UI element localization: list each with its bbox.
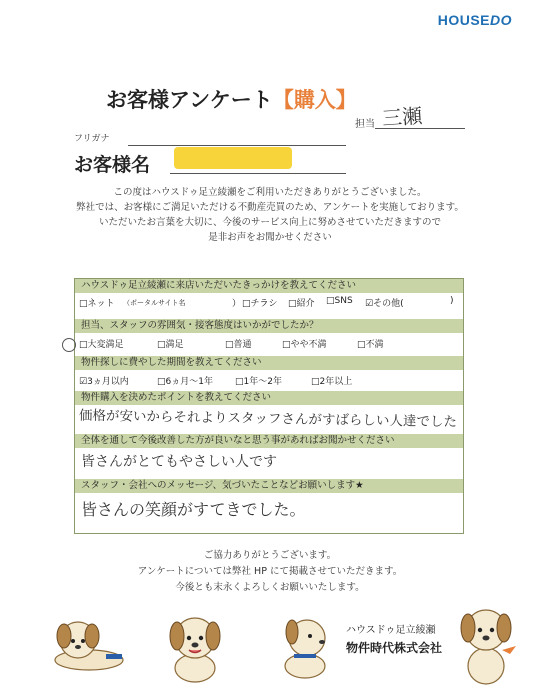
staff-underline <box>375 128 465 129</box>
furigana-label: フリガナ <box>74 134 110 144</box>
q3-option: □1年〜2年 <box>235 377 282 387</box>
questionnaire-table <box>74 278 464 534</box>
dog-mascot-standing-icon <box>450 598 522 690</box>
closing-line: アンケートについては弊社 HP にて掲載させていただきます。 <box>137 566 403 577</box>
q6-header: スタッフ・会社へのメッセージ、気づいたことなどお願いします★ <box>75 479 463 493</box>
q1-option-other: ☑その他( <box>365 299 404 309</box>
dog-mascot-side-icon <box>272 610 338 682</box>
closing-text <box>60 548 480 596</box>
closing-line: 今後とも末永くよろしくお願いいたします。 <box>175 582 365 593</box>
q1-header: ハウスドゥ足立綾瀬に来店いただいたきっかけを教えてください <box>75 279 463 293</box>
company-block <box>346 621 442 656</box>
survey-title <box>106 84 357 114</box>
customer-name-label: お客様名 <box>74 154 151 176</box>
staff-label: 担当 <box>355 119 375 130</box>
company-branch: ハウスドゥ足立綾瀬 <box>346 625 436 636</box>
q1-option-flyer: □チラシ <box>242 299 278 309</box>
q2-option: □不満 <box>357 340 384 350</box>
intro-line: この度はハウスドゥ足立綾瀬をご利用いただきありがとうございました。 <box>113 187 427 198</box>
intro-line: 弊社では、お客様にご満足いただける不動産売買のため、アンケートを実施しております。 <box>76 202 464 213</box>
q1-option-sns: □SNS <box>326 296 353 306</box>
q3-option: ☑3ヵ月以内 <box>79 377 129 387</box>
furigana-underline <box>128 145 346 146</box>
housedo-logo: HOUSEDO <box>437 12 512 28</box>
company-name: 物件時代株式会社 <box>346 641 443 655</box>
q3-options <box>75 374 463 388</box>
intro-line: いただいたお言葉を大切に、今後のサービス向上に努めさせていただきますので <box>98 217 441 228</box>
survey-title-main: お客様アンケート <box>106 88 273 112</box>
closing-line: ご協力ありがとうございます。 <box>203 550 337 561</box>
q1-option-intro: □紹介 <box>288 299 315 309</box>
q2-header: 担当、スタッフの雰囲気・接客態度はいかがでしたか？ <box>75 319 463 333</box>
q6-handwritten-answer: 皆さんの笑顔がすてきでした。 <box>81 500 306 519</box>
q2-option: □満足 <box>157 340 184 350</box>
dog-mascot-lying-icon <box>44 612 134 674</box>
q1-options <box>75 296 463 310</box>
q1-option-net-sub: （ポータルサイト名 <box>123 299 186 307</box>
intro-line: 是非お声をお聞かせください <box>208 232 332 243</box>
q3-header: 物件探しに費やした期間を教えてください <box>75 356 463 370</box>
intro-text <box>60 185 480 245</box>
q5-header: 全体を通して今後改善した方が良いなと思う事があればお聞かせください <box>75 434 463 448</box>
q2-option: □大変満足 <box>79 340 124 350</box>
customer-name-underline <box>170 173 346 174</box>
q2-options <box>75 337 463 351</box>
q3-option: □2年以上 <box>311 377 353 387</box>
name-redaction-highlight <box>174 147 292 169</box>
q2-option: □普通 <box>225 340 252 350</box>
q4-handwritten-answer: 価格が安いからそれよりスタッフさんがすばらしい人達でした <box>78 407 458 431</box>
q5-handwritten-answer: 皆さんがとてもやさしい人です <box>81 454 277 470</box>
q1-option-net-close: ） <box>232 299 242 309</box>
dog-mascot-sitting-icon <box>156 608 234 686</box>
q1-option-other-close: ) <box>450 296 454 306</box>
staff-signature: 三瀬 <box>381 103 423 131</box>
q4-header: 物件購入を決めたポイントを教えてください <box>75 391 463 405</box>
handwritten-circle-mark <box>62 338 76 352</box>
q1-option-net: □ネット <box>79 299 115 309</box>
q3-option: □6ヵ月〜1年 <box>157 377 213 387</box>
q2-option: □やや不満 <box>282 340 327 350</box>
survey-title-tag: 【購入】 <box>272 88 357 112</box>
